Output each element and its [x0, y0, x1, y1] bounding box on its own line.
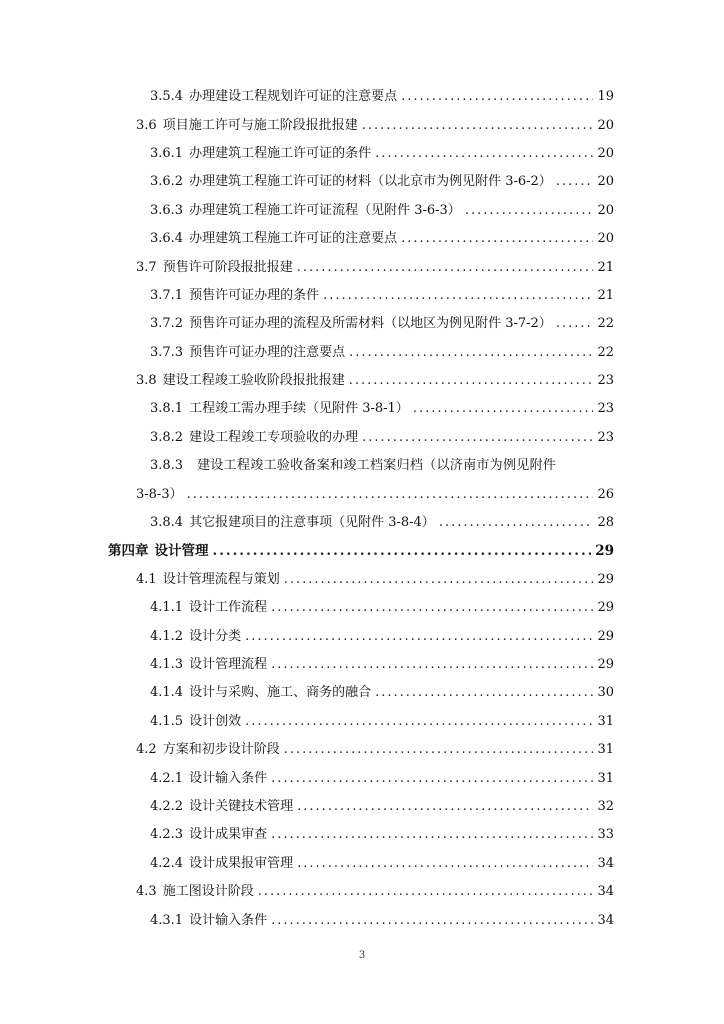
toc-entry-page: 21 — [597, 259, 614, 275]
toc-entry-title: 设计管理 — [154, 543, 209, 560]
toc-entry-page: 32 — [597, 798, 614, 814]
toc-entry[interactable] — [0, 225, 724, 253]
toc-entry[interactable] — [0, 708, 724, 736]
toc-entry-title: 预售许可证办理的条件 — [189, 287, 320, 303]
toc-entry-page: 31 — [597, 742, 614, 758]
dot-leader — [413, 401, 594, 417]
dot-leader — [297, 799, 593, 815]
toc-entry-title: 预售许可阶段报批报建 — [162, 259, 293, 275]
toc-entry-number: 3.7 — [136, 259, 157, 275]
toc-entry[interactable] — [0, 253, 724, 281]
dot-leader — [213, 543, 592, 559]
toc-entry-title: 工程竣工需办理手续（见附件 3-8-1） — [189, 401, 409, 417]
toc-entry-number: 4.2.3 — [150, 827, 184, 843]
toc-entry-page: 22 — [597, 316, 614, 332]
toc-entry-page: 19 — [597, 89, 614, 105]
dot-leader — [362, 430, 593, 446]
toc-entry-title: 办理建设工程规划许可证的注意要点 — [189, 89, 398, 105]
toc-entry-number: 3.7.2 — [150, 316, 184, 332]
toc-entry-number: 4.2.2 — [150, 798, 184, 814]
dot-leader — [245, 629, 593, 645]
toc-entry-number: 4.2.1 — [150, 770, 184, 786]
toc-entry-title: 其它报建项目的注意事项（见附件 3-8-4） — [189, 515, 435, 531]
toc-entry-title: 预售许可证办理的注意要点 — [189, 344, 346, 360]
toc-entry-number: 3.6.2 — [150, 174, 184, 190]
toc-entry-page: 22 — [597, 344, 614, 360]
toc-entry-title: 方案和初步设计阶段 — [162, 742, 280, 758]
toc-entry-page: 20 — [597, 117, 614, 133]
toc-entry-title: 办理建筑工程施工许可证流程（见附件 3-6-3） — [189, 202, 461, 218]
toc-entry[interactable] — [0, 168, 724, 196]
toc-entry[interactable] — [0, 793, 724, 821]
toc-entry-title: 设计输入条件 — [189, 912, 268, 928]
table-of-contents — [0, 83, 724, 935]
dot-leader — [401, 231, 593, 247]
toc-entry-title: 办理建筑工程施工许可证的条件 — [189, 145, 372, 161]
toc-entry-title: 设计成果报审管理 — [189, 855, 294, 871]
toc-entry-title: 预售许可证办理的流程及所需材料（以地区为例见附件 3-7-2） — [189, 316, 552, 332]
dot-leader — [323, 288, 593, 304]
toc-entry-page: 31 — [597, 713, 614, 729]
dot-leader — [401, 89, 593, 105]
toc-entry-page: 33 — [597, 827, 614, 843]
toc-entry-page: 28 — [597, 515, 614, 531]
toc-entry-number: 第四章 — [108, 543, 149, 560]
toc-entry-number: 3.6.1 — [150, 145, 184, 161]
toc-entry-number: 4.1.3 — [150, 657, 184, 672]
dot-leader — [349, 373, 594, 389]
dot-leader — [245, 714, 593, 730]
toc-entry[interactable] — [0, 140, 724, 168]
toc-entry-title: 建设工程竣工验收阶段报批报建 — [162, 373, 345, 389]
toc-entry-number: 4.1.4 — [150, 685, 184, 701]
toc-entry-title: 设计关键技术管理 — [189, 798, 294, 814]
dot-leader — [439, 515, 594, 531]
toc-entry-number: 4.1 — [136, 571, 157, 587]
toc-entry-title: 设计管理流程 — [189, 657, 268, 672]
toc-entry[interactable] — [0, 395, 724, 423]
dot-leader — [271, 657, 593, 673]
toc-entry-page: 20 — [597, 145, 614, 161]
toc-entry-page: 23 — [597, 401, 614, 417]
dot-leader — [297, 260, 594, 276]
toc-entry-number: 3.6.3 — [150, 202, 184, 218]
toc-entry-page: 20 — [597, 202, 614, 218]
dot-leader — [375, 685, 593, 701]
toc-entry-page: 23 — [597, 373, 614, 389]
toc-entry-title: 施工图设计阶段 — [162, 884, 254, 900]
toc-entry-page: 21 — [597, 287, 614, 303]
toc-entry-page: 29 — [597, 571, 614, 587]
dot-leader — [375, 146, 593, 162]
toc-entry[interactable] — [0, 83, 724, 111]
toc-entry[interactable] — [0, 594, 724, 622]
toc-entry[interactable] — [0, 679, 724, 707]
toc-entry-page: 23 — [597, 429, 614, 445]
toc-entry-number: 4.2.4 — [150, 855, 184, 871]
toc-entry-page: 34 — [597, 884, 614, 900]
toc-entry-page: 29 — [595, 543, 614, 560]
toc-entry-title: 设计成果审查 — [189, 827, 268, 843]
toc-entry-number: 3.8.1 — [150, 401, 184, 417]
toc-entry[interactable] — [0, 282, 724, 310]
toc-entry-page: 34 — [597, 855, 614, 871]
toc-entry-continuation[interactable] — [0, 480, 724, 508]
toc-entry-title: 设计与采购、施工、商务的融合 — [189, 685, 372, 701]
toc-entry[interactable] — [0, 111, 724, 139]
toc-chapter-entry[interactable] — [0, 537, 724, 565]
toc-entry-title: 建设工程竣工验收备案和竣工档案归档（以济南市为例见附件 — [197, 458, 557, 474]
dot-leader — [349, 345, 593, 361]
dot-leader — [284, 572, 594, 588]
toc-entry-page: 31 — [597, 770, 614, 786]
toc-entry-title: 设计工作流程 — [189, 600, 268, 616]
toc-entry-page: 30 — [597, 685, 614, 701]
dot-leader — [297, 856, 593, 872]
toc-entry-number: 3.8.3 — [150, 458, 184, 474]
toc-entry[interactable] — [0, 566, 724, 594]
toc-entry-title: 设计输入条件 — [189, 770, 268, 786]
toc-entry[interactable] — [0, 622, 724, 650]
toc-entry-number: 3.7.1 — [150, 287, 184, 303]
toc-entry-title: 设计创效 — [189, 713, 242, 729]
dot-leader — [187, 487, 594, 503]
toc-entry-page: 20 — [597, 231, 614, 247]
toc-entry-title: 建设工程竣工专项验收的办理 — [189, 429, 359, 445]
toc-entry[interactable] — [0, 197, 724, 225]
toc-entry[interactable] — [0, 651, 724, 679]
toc-entry[interactable] — [0, 509, 724, 537]
toc-entry-title: 设计分类 — [189, 628, 242, 644]
toc-entry-number: 3.8.4 — [150, 515, 184, 531]
toc-entry[interactable] — [0, 424, 724, 452]
toc-entry-title: 项目施工许可与施工阶段报批报建 — [162, 117, 358, 133]
toc-entry-page: 26 — [597, 486, 614, 502]
toc-entry[interactable] — [0, 736, 724, 764]
dot-leader — [556, 316, 594, 332]
toc-entry-number: 4.3 — [136, 884, 157, 900]
toc-entry-number: 4.1.1 — [150, 600, 184, 616]
dot-leader — [271, 913, 593, 929]
toc-entry[interactable] — [0, 339, 724, 367]
dot-leader — [271, 600, 593, 616]
page-number: 3 — [358, 950, 366, 961]
toc-entry[interactable] — [0, 764, 724, 792]
toc-entry-page: 29 — [597, 657, 614, 672]
toc-entry-title: 办理建筑工程施工许可证的注意要点 — [189, 231, 398, 247]
toc-entry[interactable] — [0, 850, 724, 878]
toc-entry-number: 3.6.4 — [150, 231, 184, 247]
dot-leader — [362, 118, 594, 134]
toc-entry-number: 4.1.5 — [150, 713, 184, 729]
toc-entry-number: 4.2 — [136, 742, 157, 758]
toc-entry-title: 设计管理流程与策划 — [162, 571, 280, 587]
toc-entry-number: 4.3.1 — [150, 912, 184, 928]
toc-entry-number: 3.8 — [136, 373, 157, 389]
toc-entry[interactable] — [0, 906, 724, 934]
dot-leader — [258, 884, 594, 900]
dot-leader — [556, 174, 594, 190]
dot-leader — [284, 742, 594, 758]
toc-entry-page: 20 — [597, 174, 614, 190]
toc-entry[interactable] — [0, 310, 724, 338]
toc-entry-number: 3.6 — [136, 117, 157, 133]
dot-leader — [271, 827, 593, 843]
toc-entry[interactable] — [0, 821, 724, 849]
toc-entry-number: 4.1.2 — [150, 628, 184, 644]
toc-entry-title-continuation: 3-8-3） — [136, 486, 183, 502]
toc-entry[interactable] — [0, 367, 724, 395]
toc-entry-page: 34 — [597, 912, 614, 928]
toc-entry[interactable] — [0, 452, 724, 480]
toc-entry[interactable] — [0, 878, 724, 906]
dot-leader — [271, 771, 593, 787]
toc-entry-number: 3.8.2 — [150, 429, 184, 445]
toc-entry-title: 办理建筑工程施工许可证的材料（以北京市为例见附件 3-6-2） — [189, 174, 552, 190]
dot-leader — [465, 203, 594, 219]
toc-entry-page: 29 — [597, 628, 614, 644]
toc-entry-page: 29 — [597, 600, 614, 616]
toc-entry-number: 3.7.3 — [150, 344, 184, 360]
toc-entry-number: 3.5.4 — [150, 89, 184, 105]
